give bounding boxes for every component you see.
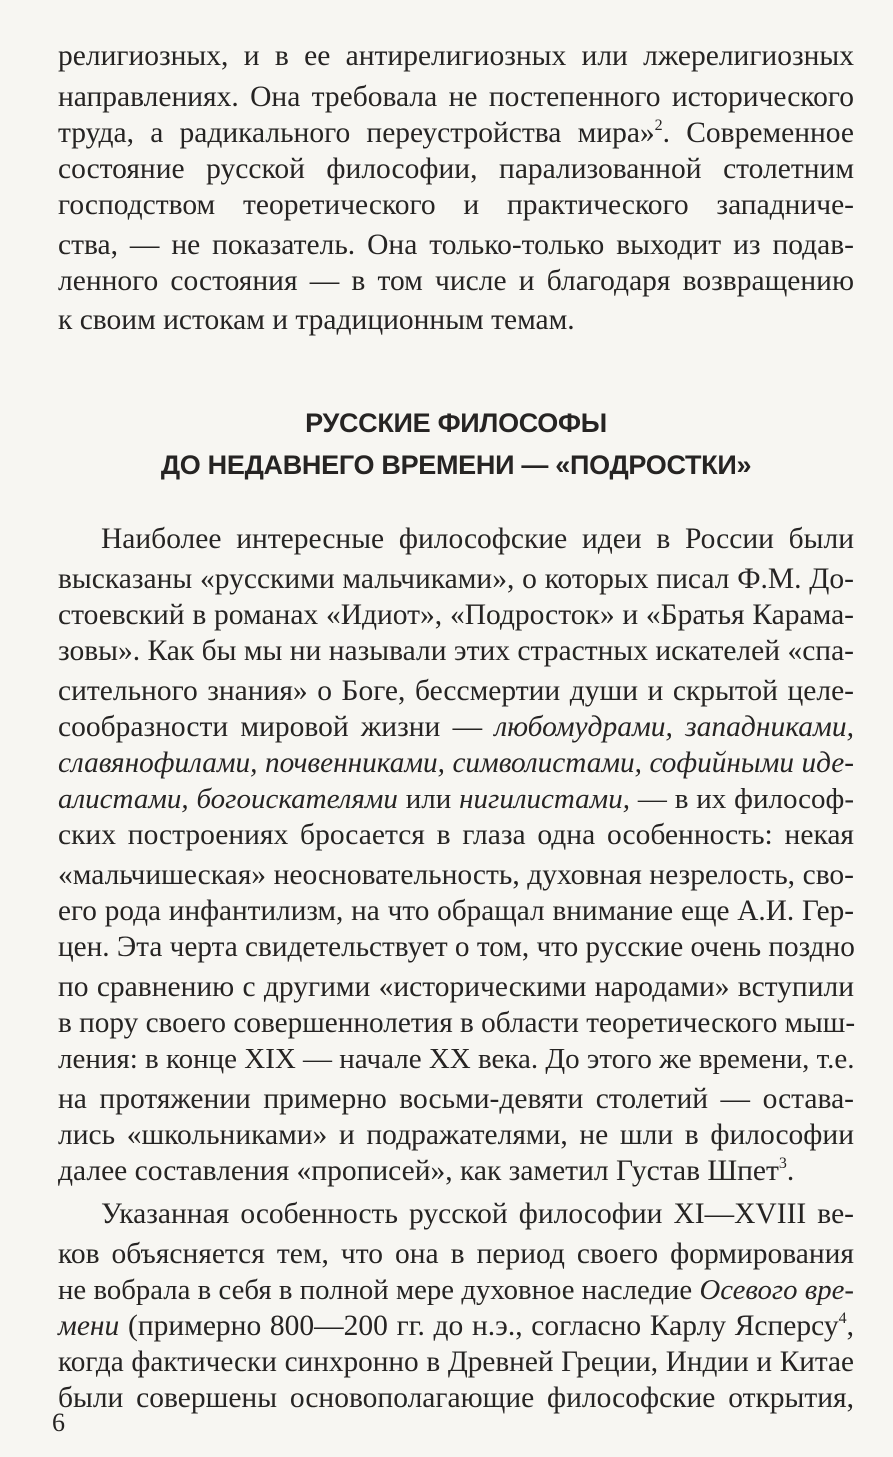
text-line: Наиболее интересные философские идеи в России были	[101, 523, 854, 555]
italic-text: нигилистами,	[459, 783, 630, 815]
text-line: сительного знания» о Боге, бессмертии души и скрытой целе-	[58, 675, 854, 707]
text-span: или	[397, 783, 460, 815]
text-line: ленного состояния — в том числе и благодаря возвращению	[58, 265, 854, 297]
text-line: к своим истокам и традиционным темам.	[58, 304, 575, 336]
text-span: не вобрала в себя в полной мере духовное наследие	[58, 1274, 700, 1306]
text-span: труда, а радикального переустройства мира»	[58, 117, 655, 149]
text-line: на протяжении примерно восьми-девяти столетий — остава-	[58, 1083, 854, 1115]
text-line: были совершены основополагающие философские открытия,	[58, 1382, 854, 1414]
text-line: направлениях. Она требовала не постепенного исторического	[58, 81, 854, 113]
text-line	[58, 709, 854, 745]
text-line	[58, 1308, 854, 1344]
italic-text: любомудрами, западниками,	[494, 711, 855, 743]
text-span: ,	[846, 1310, 854, 1342]
text-line: зовы». Как бы мы ни называли этих страстных искателей «спа-	[58, 635, 854, 667]
footnote-ref: 3	[778, 1155, 787, 1172]
italic-text: мени	[58, 1310, 120, 1342]
page-number: 6	[52, 1408, 65, 1437]
text-line: когда фактически синхронно в Древней Греции, Индии и Китае	[58, 1346, 854, 1378]
text-span: — в их философ-	[629, 783, 854, 815]
text-line: стоевский в романах «Идиот», «Подросток» и «Братья Карама-	[58, 599, 854, 631]
text-line	[58, 781, 854, 817]
text-line: религиозных, и в ее антирелигиозных или лжерелигиозных	[58, 40, 854, 72]
heading-line: ДО НЕДАВНЕГО ВРЕМЕНИ — «ПОДРОСТКИ»	[160, 450, 752, 480]
text-line: ских построениях бросается в глаза одна особенность: некая	[58, 819, 854, 851]
text-line: «мальчишеская» неосновательность, духовная незрелость, сво-	[58, 859, 854, 891]
text-line	[58, 745, 854, 781]
text-span: . Современное	[662, 117, 854, 149]
text-line: господством теоретического и практического западниче-	[58, 189, 854, 221]
italic-text: славянофилами, почвенниками, символистами, софийными иде-	[58, 747, 854, 779]
text-line: ления: в конце XIX — начале XX века. До этого же времени, т.е.	[58, 1043, 855, 1075]
text-line: ков объясняется тем, что она в период своего формирования	[58, 1238, 854, 1270]
text-line: в пору своего совершеннолетия в области теоретического мыш-	[58, 1007, 856, 1039]
text-line: Указанная особенность русской философии XI—XVIII ве-	[101, 1198, 854, 1230]
text-span: далее составления «прописей», как заметил Густав Шпет	[58, 1155, 779, 1187]
italic-text: Осевого вре-	[699, 1274, 854, 1306]
text-line	[58, 1153, 854, 1189]
text-line: лись «школьниками» и подражателями, не шли в философии	[58, 1119, 854, 1151]
text-line: по сравнению с другими «историческими народами» вступили	[58, 971, 854, 1003]
text-line: высказаны «русскими мальчиками», о которых писал Ф.М. До-	[58, 563, 854, 595]
footnote-ref: 2	[654, 117, 663, 134]
text-line	[58, 1272, 854, 1308]
text-line: ства, — не показатель. Она только-только выходит из подав-	[58, 229, 854, 261]
heading-line: РУССКИЕ ФИЛОСОФЫ	[305, 408, 607, 438]
text-line: его рода инфантилизм, на что обращал внимание еще А.И. Гер-	[58, 895, 854, 927]
text-line	[58, 115, 854, 151]
text-line: цен. Эта черта свидетельствует о том, что русские очень поздно	[58, 931, 855, 963]
italic-text: алистами, богоискателями	[58, 783, 398, 815]
text-line: состояние русской философии, парализованной столетним	[58, 153, 854, 185]
footnote-ref: 4	[838, 1310, 847, 1327]
text-span: (примерно 800—200 гг. до н.э., согласно Карлу Ясперсу	[119, 1310, 839, 1342]
text-span: .	[786, 1155, 795, 1187]
text-span: сообразности мировой жизни —	[58, 711, 495, 743]
